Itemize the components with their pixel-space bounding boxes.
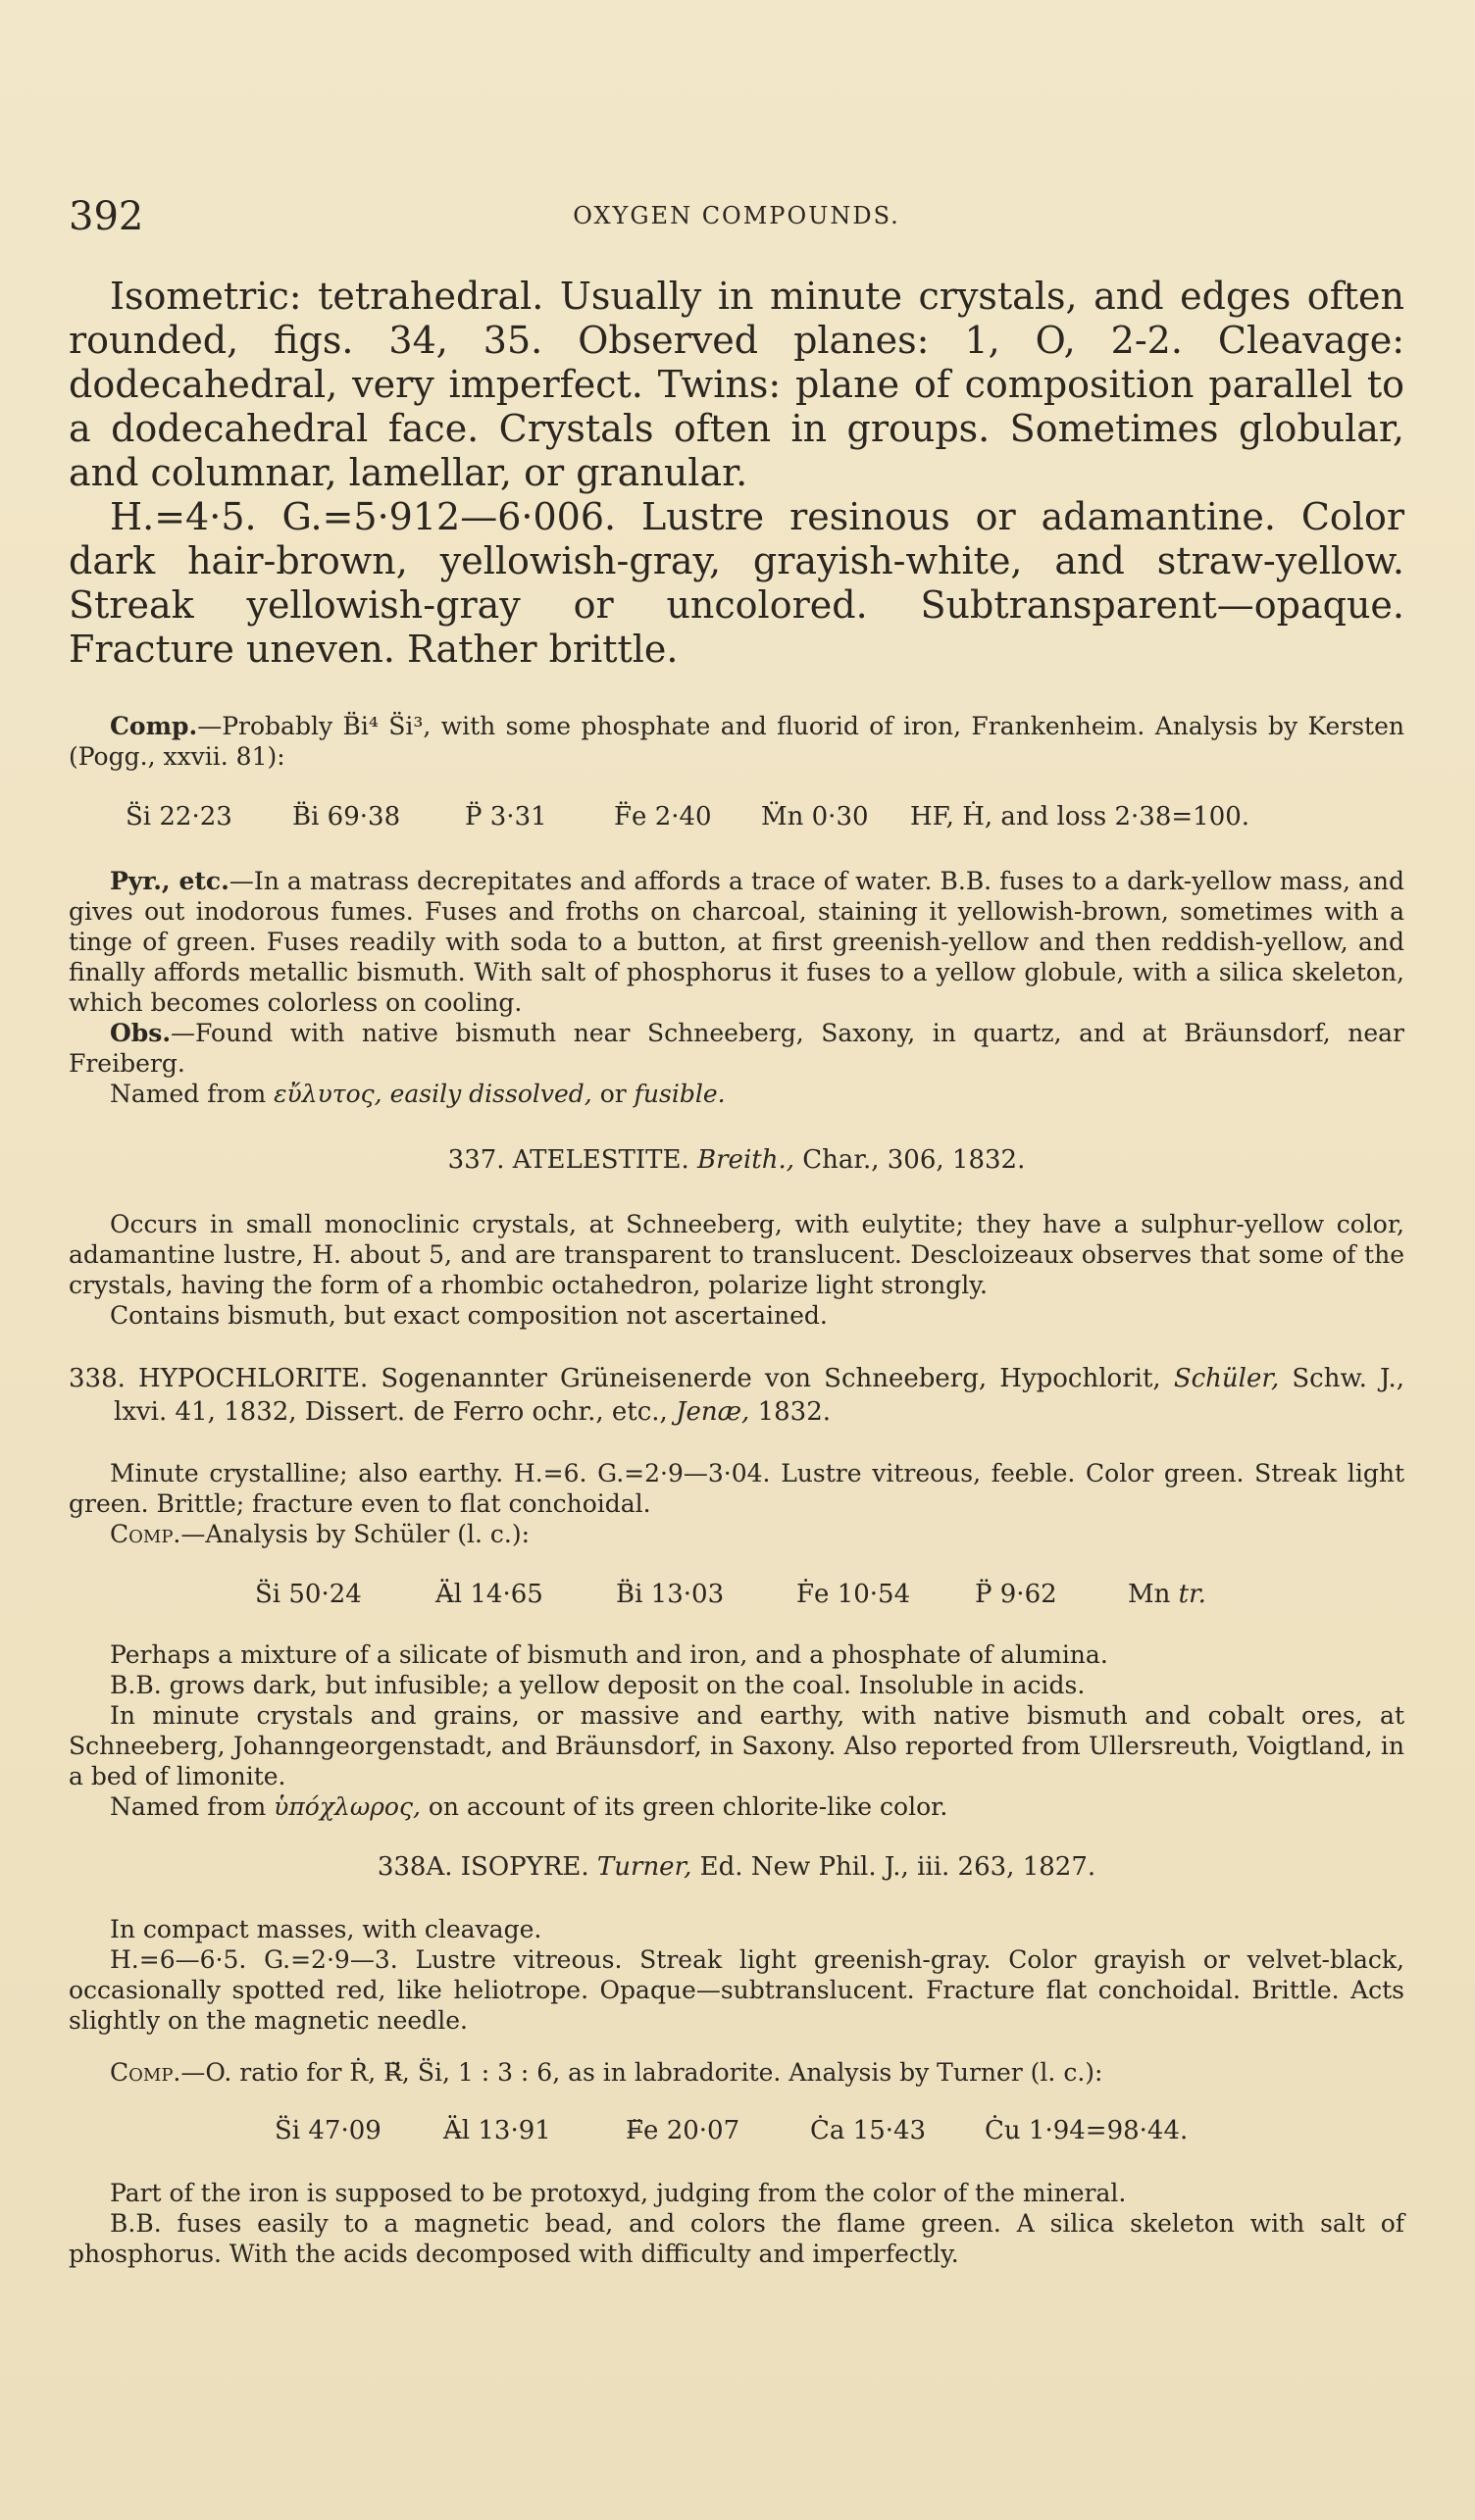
isopyre-blowpipe: B.B. fuses easily to a magnetic bead, and colors the flame green. A silica skeleton with salt of phosphorus. With the acids decomposed with difficulty and imperfectly. [69, 2209, 1404, 2268]
analysis-value: P̈ 9·62 [975, 1580, 1057, 1609]
analysis-value: F̶̈e 20·07 [626, 2116, 740, 2145]
hypochlorite-blowpipe: B.B. grows dark, but infusible; a yellow deposit on the coal. Insoluble in acids. [110, 1671, 1086, 1699]
isopyre-note: Part of the iron is supposed to be protoxyd, judging from the color of the mineral. [110, 2179, 1127, 2207]
pyr-text: —In a matrass decrepitates and affords a trace of water. B.B. fuses to a dark-yellow mass, and gives out inodorous fumes. Fuses and froths on charcoal, staining it yellowish-brown, sometimes with a tinge of green. Fuses readily with soda to a button, at first greenish-yellow and then reddish-yellow, and finally affords metallic bismuth. With salt of phosphorus it fuses to a yellow globule, with a silica skeleton, which becomes colorless on cooling. [69, 867, 1404, 1017]
analysis-value: S̈i 47·09 [275, 2116, 381, 2145]
etymology-meaning: easily dissolved, [381, 1080, 592, 1108]
analysis-value: Ä̶l 14·65 [435, 1580, 543, 1609]
place: Jenæ, [676, 1397, 750, 1427]
obs-label: Obs. [110, 1019, 172, 1047]
running-title: OXYGEN COMPOUNDS. [573, 202, 900, 229]
reference: Schw. J., lxvi. 41, 1832, Dissert. de Ferro ochr., etc., [114, 1364, 1404, 1427]
etymology-meaning-2: fusible. [634, 1080, 726, 1108]
isopyre-analysis [275, 2115, 1404, 2146]
hypochlorite-etymology [69, 1791, 1404, 1822]
analysis-value: Ḟe 10·54 [796, 1580, 911, 1609]
analysis-value: F̈e 2·40 [614, 802, 712, 832]
mn-symbol: Mn [1128, 1580, 1179, 1609]
etymology-prefix: Named from [110, 1792, 275, 1821]
isopyre-heading [69, 1851, 1404, 1883]
comp-label: Comp. [110, 712, 198, 740]
eulytite-analysis [126, 801, 1404, 832]
hypochlorite-analysis [255, 1579, 1404, 1610]
analysis-value: S̈i 50·24 [255, 1580, 362, 1609]
trace-mark: tr. [1178, 1580, 1206, 1609]
etymology-prefix: Named from [110, 1080, 275, 1108]
isopyre-habit: In compact masses, with cleavage. [110, 1915, 542, 1943]
analysis-value: Ċu 1·94=98·44. [985, 2116, 1189, 2145]
eulytite-observations [69, 1018, 1404, 1079]
eulytite-pyrognostics [69, 866, 1404, 1018]
species-title: 338. HYPOCHLORITE. Sogenannter Grüneisenerde von Schneeberg, Hypochlorit, [69, 1364, 1174, 1393]
isopyre-physical-properties: H.=6—6·5. G.=2·9—3. Lustre vitreous. Streak light greenish-gray. Color grayish or velvet-black, occasionally spotted red, like heliotrope. Opaque—subtranslucent. Fracture flat conchoidal. Brittle. Acts slightly on the magnetic needle. [69, 1945, 1404, 2035]
eulytite-composition [69, 711, 1404, 772]
analysis-value: Ä̶l 13·91 [443, 2116, 551, 2145]
analysis-value: B̈i 69·38 [292, 802, 401, 832]
comp-label: Comp. [110, 2058, 181, 2087]
eulytite-crystallography: Isometric: tetrahedral. Usually in minute crystals, and edges often rounded, figs. 34, 35. Observed planes: 1, O, 2-2. Cleavage: dodecahedral, very imperfect. Twins: plane of composition parallel to a dodecahedral face. Crystals often in groups. Sometimes globular, and columnar, lamellar, or granular. [69, 275, 1404, 494]
obs-text: —Found with native bismuth near Schneeberg, Saxony, in quartz, and at Bräunsdorf, near Freiberg. [69, 1019, 1404, 1078]
greek-word: εὔλυτος, [274, 1080, 382, 1108]
pyr-label: Pyr., etc. [110, 867, 229, 895]
atelestite-description: Occurs in small monoclinic crystals, at Schneeberg, with eulytite; they have a sulphur-yellow color, adamantine lustre, H. about 5, and are transparent to translucent. Descloizeaux observes that some of the crystals, having the form of a rhombic octahedron, polarize light strongly. [69, 1210, 1404, 1299]
hypochlorite-physical-properties: Minute crystalline; also earthy. H.=6. G.=2·9—3·04. Lustre vitreous, feeble. Color green. Streak light green. Brittle; fracture even to flat conchoidal. [69, 1459, 1404, 1518]
hypochlorite-composition [69, 1519, 1404, 1549]
page-number: 392 [69, 194, 144, 239]
hypochlorite-occurrence: In minute crystals and grains, or massive and earthy, with native bismuth and cobalt ores, at Schneeberg, Johanngeorgenstadt, and Bräunsdorf, in Saxony. Also reported from Ullersreuth, Voigtland, in a bed of limonite. [69, 1701, 1404, 1790]
analysis-value: HF, Ḣ, and loss 2·38=100. [910, 802, 1250, 832]
year: 1832. [749, 1397, 832, 1427]
atelestite-section [69, 1144, 1404, 1331]
eulytite-physical-properties: H.=4·5. G.=5·912—6·006. Lustre resinous or adamantine. Color dark hair-brown, yellowish-gray, grayish-white, and straw-yellow. Streak yellowish-gray or uncolored. Subtransparent—opaque. Fracture uneven. Rather brittle. [69, 495, 1404, 671]
comp-text: —O. ratio for Ṙ, R̶̈, S̈i, 1 : 3 : 6, as in labradorite. Analysis by Turner (l. c.): [180, 2058, 1103, 2087]
atelestite-composition: Contains bismuth, but exact composition not ascertained. [110, 1301, 828, 1330]
comp-text: —Analysis by Schüler (l. c.): [180, 1520, 531, 1548]
eulytite-section [69, 275, 1404, 1109]
author: Breith., [697, 1145, 794, 1175]
hypochlorite-section [69, 1362, 1404, 1822]
etymology-meaning: on account of its green chlorite-like color. [420, 1792, 948, 1821]
author: Schüler, [1173, 1364, 1280, 1393]
comp-text: —Probably B̈i⁴ S̈i³, with some phosphate and fluorid of iron, Frankenheim. Analysis by Kersten (Pogg., xxvii. 81): [69, 712, 1404, 771]
page-header [69, 194, 1404, 239]
isopyre-section [69, 1851, 1404, 2269]
analysis-value-mn [1128, 1579, 1206, 1610]
analysis-value: S̈i 22·23 [126, 802, 232, 832]
greek-word: ὑπόχλωρος, [274, 1792, 421, 1821]
analysis-value: B̈i 13·03 [616, 1580, 725, 1609]
author: Turner, [596, 1852, 692, 1882]
reference: Ed. New Phil. J., iii. 263, 1827. [691, 1852, 1096, 1882]
analysis-value: P̈ 3·31 [465, 802, 547, 832]
reference: Char., 306, 1832. [793, 1145, 1026, 1175]
atelestite-heading [69, 1144, 1404, 1176]
species-title: 338A. ISOPYRE. [377, 1852, 589, 1882]
hypochlorite-heading [69, 1362, 1404, 1429]
isopyre-composition [69, 2057, 1404, 2088]
analysis-value: Ċa 15·43 [810, 2116, 927, 2145]
species-title: 337. ATELESTITE. [447, 1145, 689, 1175]
comp-label: Comp. [110, 1520, 181, 1548]
etymology-or: or [591, 1080, 635, 1108]
analysis-value: M̈n 0·30 [761, 802, 869, 832]
hypochlorite-note: Perhaps a mixture of a silicate of bismuth and iron, and a phosphate of alumina. [110, 1640, 1108, 1669]
eulytite-etymology [69, 1079, 1404, 1109]
